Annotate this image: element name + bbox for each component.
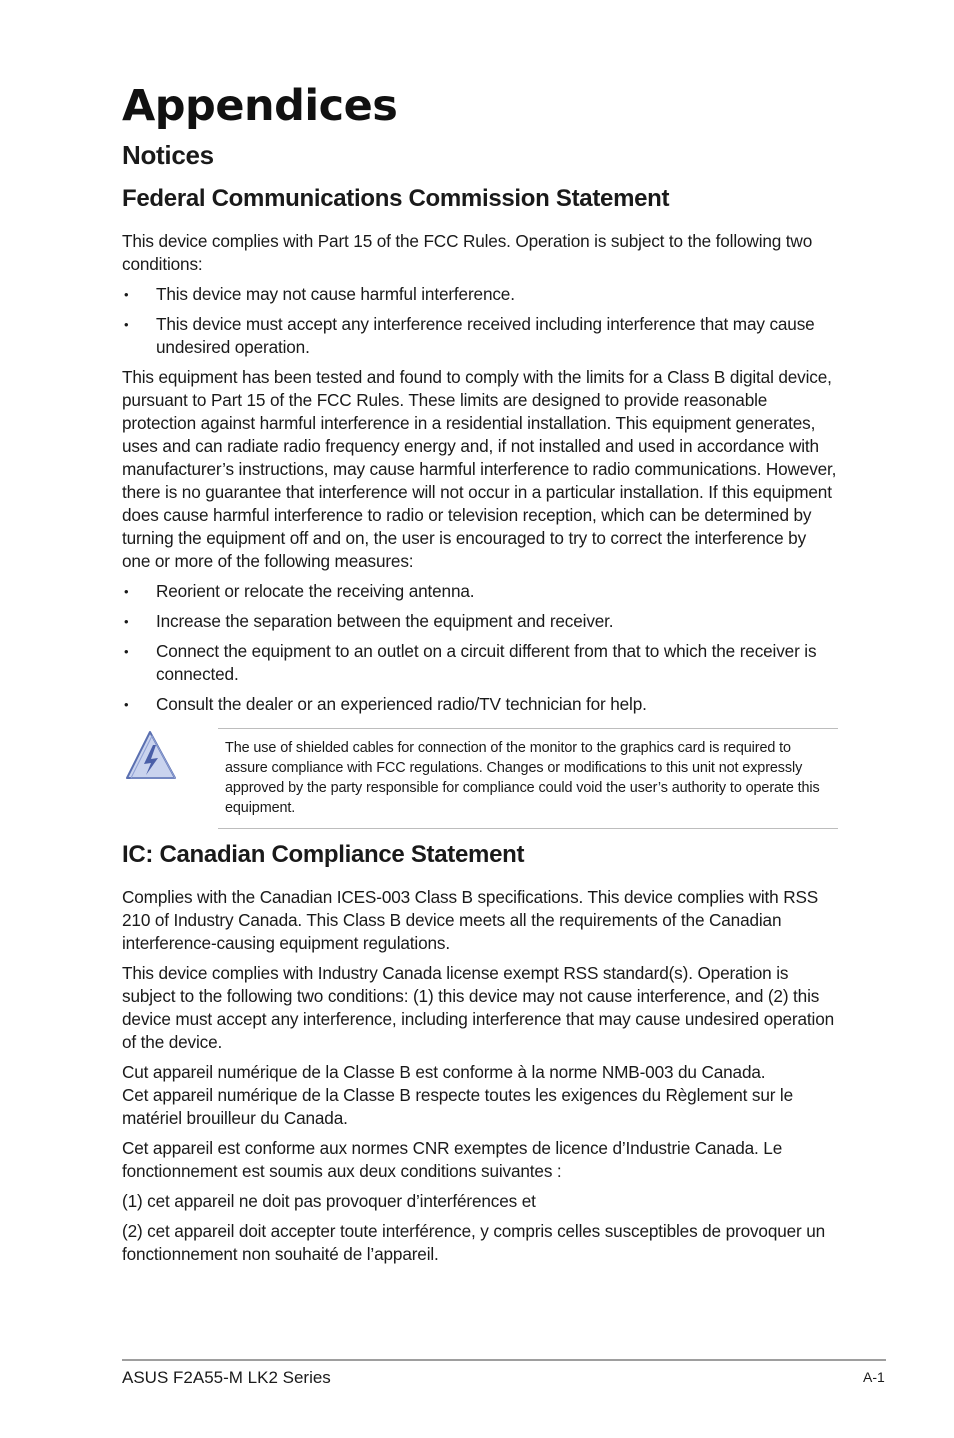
warning-lightning-icon	[122, 728, 182, 788]
ic-paragraph-3-line-2: Cet appareil numérique de la Classe B respecte toutes les exigences du Règlement sur le matériel brouilleur du Canada.	[122, 1085, 794, 1128]
page-title: Appendices	[122, 81, 398, 131]
list-item: • Reorient or relocate the receiving antenna.	[122, 580, 838, 603]
footer-page-number: A-1	[863, 1369, 885, 1385]
fcc-measures-list	[122, 580, 838, 716]
ic-paragraph-1: Complies with the Canadian ICES-003 Class B specifications. This device complies with RSS 210 of Industry Canada. This Class B device meets all the requirements of the Canadian interference-causing equipment regulations.	[122, 887, 819, 953]
ic-paragraph-5: (1) cet appareil ne doit pas provoquer d’interférences et	[122, 1191, 536, 1211]
fcc-intro: This device complies with Part 15 of the FCC Rules. Operation is subject to the following two conditions:	[122, 231, 813, 274]
fcc-note	[122, 728, 838, 828]
ic-paragraph-2: This device complies with Industry Canada license exempt RSS standard(s). Operation is subject to the following two conditions: (1) this device may not cause interference, and (2) this device must accept any interference, including interference that may cause undesired operation of the device.	[122, 963, 835, 1052]
list-item: • This device may not cause harmful interference.	[122, 283, 838, 306]
fcc-conditions-list	[122, 283, 838, 359]
fcc-heading: Federal Communications Commission Statement	[122, 185, 670, 212]
ic-paragraph-4: Cet appareil est conforme aux normes CNR exemptes de licence d’Industrie Canada. Le fonctionnement est soumis aux deux conditions suivantes :	[122, 1138, 783, 1181]
ic-paragraph-6: (2) cet appareil doit accepter toute interférence, y compris celles susceptibles de provoquer un fonctionnement non souhaité de l’appareil.	[122, 1221, 826, 1264]
footer-product: ASUS F2A55-M LK2 Series	[122, 1368, 331, 1387]
ic-paragraph-3	[122, 1061, 838, 1130]
list-item: • Consult the dealer or an experienced radio/TV technician for help.	[122, 693, 838, 716]
note-text: The use of shielded cables for connection of the monitor to the graphics card is required to assure compliance with FCC regulations. Changes or modifications to this unit not expressly approved by the party responsible for compliance could void the user’s authority to operate this equipment.	[225, 740, 820, 816]
list-item: • Increase the separation between the equipment and receiver.	[122, 610, 838, 633]
page-content	[122, 78, 838, 1266]
notices-heading: Notices	[122, 140, 214, 170]
list-item: • This device must accept any interference received including interference that may cause undesired operation.	[122, 313, 838, 359]
fcc-body: This equipment has been tested and found to comply with the limits for a Class B digital device, pursuant to Part 15 of the FCC Rules. These limits are designed to provide reasonable protection against harmful interference in a residential installation. This equipment generates, uses and can radiate radio frequency energy and, if not installed and used in accordance with manufacturer’s instructions, may cause harmful interference to radio communications. However, there is no guarantee that interference will not occur in a particular installation. If this equipment does cause harmful interference to radio or television reception, which can be determined by turning the equipment off and on, the user is encouraged to try to correct the interference by one or more of the following measures:	[122, 367, 837, 571]
note-box	[218, 728, 838, 829]
list-item: • Connect the equipment to an outlet on a circuit different from that to which the receiver is connected.	[122, 640, 838, 686]
ic-heading: IC: Canadian Compliance Statement	[122, 841, 525, 868]
ic-paragraph-3-line-1: Cut appareil numérique de la Classe B est conforme à la norme NMB-003 du Canada.	[122, 1062, 766, 1082]
footer-divider	[122, 1359, 886, 1361]
